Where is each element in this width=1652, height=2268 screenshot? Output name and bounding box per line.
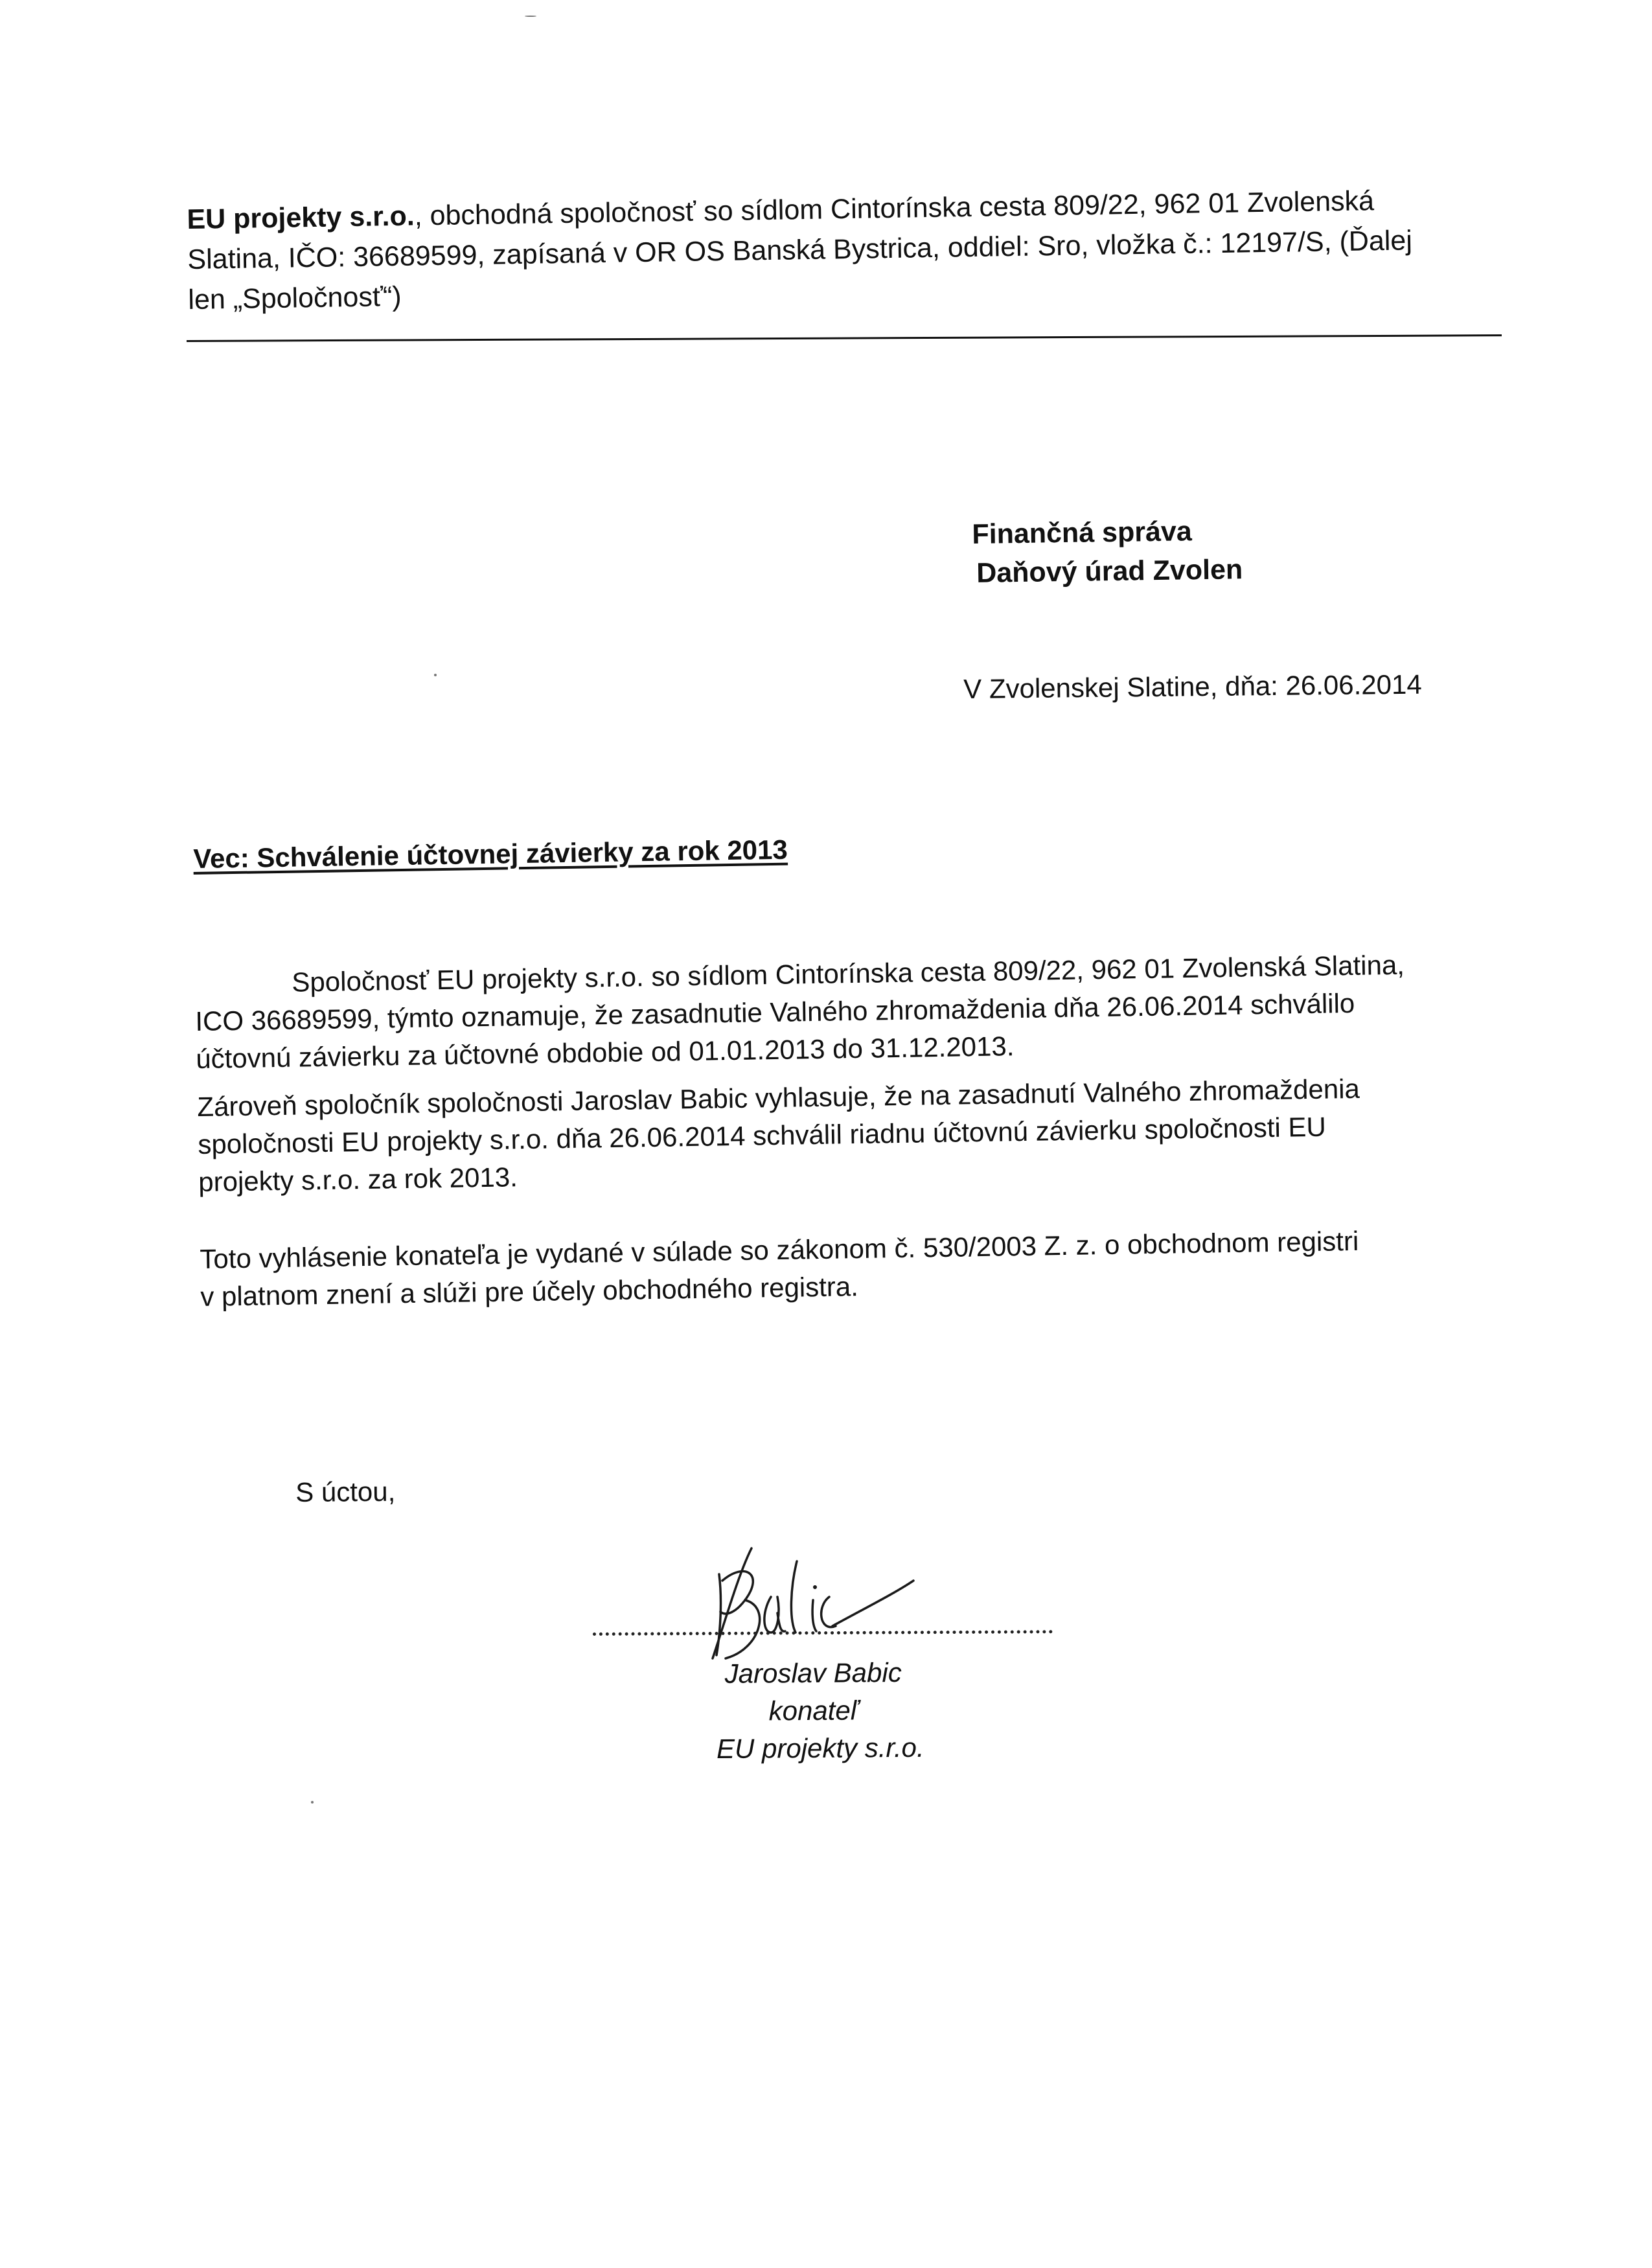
recipient-line-1: Finančná správa — [972, 516, 1193, 550]
closing-greeting: S úctou, — [295, 1476, 396, 1507]
scan-speck — [434, 674, 437, 676]
paragraph-1 — [194, 946, 1433, 1078]
paragraph-1-line-3: účtovnú závierku za účtovné obdobie od 01.01.2013 do 31.12.2013. — [195, 1031, 1015, 1074]
paragraph-3-line-2: v platnom znení a slúži pre účely obchodného registra. — [200, 1271, 859, 1312]
paragraph-2-line-1: Zároveň spoločník spoločnosti Jaroslav Babic vyhlasuje, že na zasadnutí Valného zhromaždenia — [197, 1073, 1360, 1122]
header-divider — [187, 334, 1502, 342]
scan-speck — [311, 1801, 314, 1804]
paragraph-1-line-2: ICO 36689599, týmto oznamuje, že zasadnutie Valného zhromaždenia dňa 26.06.2014 schválilo — [194, 987, 1355, 1037]
paragraph-2-line-2: spoločnosti EU projekty s.r.o. dňa 26.06.2014 schválil riadnu účtovnú závierku spoločnosti EU — [197, 1111, 1327, 1160]
signatory-name: Jaroslav Babic — [724, 1656, 902, 1689]
company-name: EU projekty s.r.o. — [187, 200, 415, 235]
paragraph-1-line-1: Spoločnosť EU projekty s.r.o. so sídlom Cintorínska cesta 809/22, 962 01 Zvolenská Slatina, — [292, 949, 1405, 998]
place-and-date: V Zvolenskej Slatine, dňa: 26.06.2014 — [963, 669, 1422, 704]
handwritten-signature — [674, 1535, 946, 1665]
letterhead — [187, 180, 1419, 320]
letterhead-line-3: len „Spoločnosť“) — [188, 281, 402, 315]
signature-block — [716, 1654, 924, 1768]
paragraph-2 — [197, 1069, 1436, 1201]
paragraph-3-line-1: Toto vyhlásenie konateľa je vydané v súlade so zákonom č. 530/2003 Z. z. o obchodnom registri — [200, 1225, 1359, 1274]
recipient-address — [972, 511, 1243, 593]
signatory-role: konateľ — [768, 1695, 858, 1726]
letter-subject: Vec: Schválenie účtovnej závierky za rok 2013 — [193, 834, 788, 874]
letterhead-line-1-rest: , obchodná spoločnosť so sídlom Cintorínska cesta 809/22, 962 01 Zvolenská — [414, 185, 1375, 232]
letterhead-line-2: Slatina, IČO: 36689599, zapísaná v OR OS Banská Bystrica, oddiel: Sro, vložka č.: 12197/S, (Ďalej — [187, 225, 1413, 275]
signatory-company: EU projekty s.r.o. — [716, 1732, 924, 1764]
scan-speck — [525, 16, 536, 17]
recipient-line-2: Daňový úrad Zvolen — [976, 554, 1243, 589]
paragraph-3 — [200, 1221, 1438, 1316]
paragraph-2-line-3: projekty s.r.o. za rok 2013. — [198, 1162, 518, 1197]
